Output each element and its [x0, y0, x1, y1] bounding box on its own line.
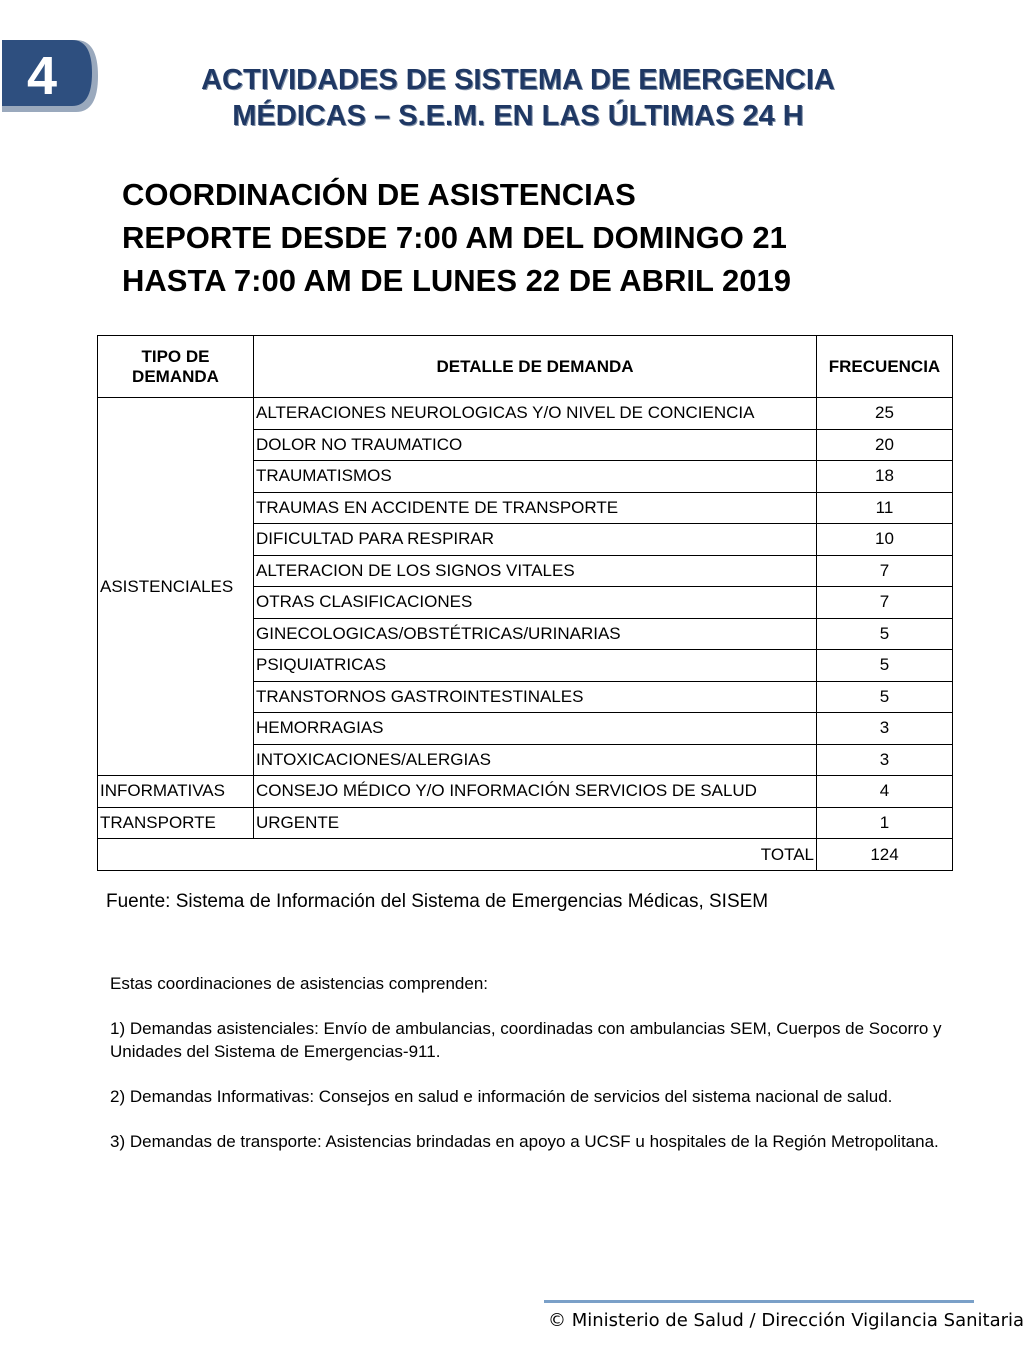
group-transporte: TRANSPORTE — [98, 807, 254, 839]
group-asistenciales: ASISTENCIALES — [98, 398, 254, 776]
detail-cell: TRAUMATISMOS — [254, 461, 817, 493]
freq-cell: 10 — [817, 524, 953, 556]
header-frecuencia: FRECUENCIA — [817, 336, 953, 398]
freq-cell: 3 — [817, 713, 953, 745]
page-title-line1: ACTIVIDADES DE SISTEMA DE EMERGENCIA — [201, 64, 835, 96]
table-header-row — [98, 336, 953, 398]
notes-item-3: 3) Demandas de transporte: Asistencias brindadas en apoyo a UCSF u hospitales de la Región Metropolitana. — [110, 1132, 939, 1151]
detail-cell: INTOXICACIONES/ALERGIAS — [254, 744, 817, 776]
freq-cell: 25 — [817, 398, 953, 430]
notes-block — [110, 972, 960, 1175]
source-note: Fuente: Sistema de Información del Sistema de Emergencias Médicas, SISEM — [106, 891, 769, 912]
detail-cell: DIFICULTAD PARA RESPIRAR — [254, 524, 817, 556]
table-row — [98, 807, 953, 839]
freq-cell: 11 — [817, 492, 953, 524]
freq-cell: 4 — [817, 776, 953, 808]
page-title-line2: MÉDICAS – S.E.M. EN LAS ÚLTIMAS 24 H — [232, 100, 804, 132]
table-row — [98, 776, 953, 808]
detail-cell: OTRAS CLASIFICACIONES — [254, 587, 817, 619]
freq-cell: 7 — [817, 555, 953, 587]
detail-cell: PSIQUIATRICAS — [254, 650, 817, 682]
subtitle-line2: REPORTE DESDE 7:00 AM DEL DOMINGO 21 — [122, 220, 787, 255]
detail-cell: URGENTE — [254, 807, 817, 839]
header-tipo: TIPO DE DEMANDA — [98, 336, 254, 398]
group-informativas: INFORMATIVAS — [98, 776, 254, 808]
detail-cell: ALTERACION DE LOS SIGNOS VITALES — [254, 555, 817, 587]
subtitle-line3: HASTA 7:00 AM DE LUNES 22 DE ABRIL 2019 — [122, 263, 791, 298]
total-row — [98, 839, 953, 871]
notes-intro: Estas coordinaciones de asistencias comprenden: — [110, 974, 488, 993]
header-detalle: DETALLE DE DEMANDA — [254, 336, 817, 398]
detail-cell: HEMORRAGIAS — [254, 713, 817, 745]
footer-divider — [544, 1300, 974, 1303]
detail-cell: DOLOR NO TRAUMATICO — [254, 429, 817, 461]
freq-cell: 5 — [817, 650, 953, 682]
freq-cell: 5 — [817, 618, 953, 650]
freq-cell: 20 — [817, 429, 953, 461]
subtitle-line1: COORDINACIÓN DE ASISTENCIAS — [122, 177, 636, 212]
detail-cell: TRANSTORNOS GASTROINTESTINALES — [254, 681, 817, 713]
demand-table — [97, 335, 953, 871]
freq-cell: 7 — [817, 587, 953, 619]
notes-item-1: 1) Demandas asistenciales: Envío de ambulancias, coordinadas con ambulancias SEM, Cuerpos de Socorro y Unidades del Sistema de Emergencias-911. — [110, 1019, 942, 1061]
notes-item-2: 2) Demandas Informativas: Consejos en salud e información de servicios del sistema nacional de salud. — [110, 1087, 893, 1106]
report-subtitle — [122, 173, 791, 302]
detail-cell: GINECOLOGICAS/OBSTÉTRICAS/URINARIAS — [254, 618, 817, 650]
detail-cell: CONSEJO MÉDICO Y/O INFORMACIÓN SERVICIOS DE SALUD — [254, 776, 817, 808]
total-value: 124 — [817, 839, 953, 871]
footer-credit: © Ministerio de Salud / Dirección Vigilancia Sanitaria — [548, 1310, 1024, 1331]
freq-cell: 18 — [817, 461, 953, 493]
freq-cell: 3 — [817, 744, 953, 776]
table-row — [98, 398, 953, 430]
page-title — [100, 62, 936, 134]
detail-cell: ALTERACIONES NEUROLOGICAS Y/O NIVEL DE CONCIENCIA — [254, 398, 817, 430]
section-number: 4 — [26, 46, 58, 106]
total-label: TOTAL — [98, 839, 817, 871]
freq-cell: 5 — [817, 681, 953, 713]
freq-cell: 1 — [817, 807, 953, 839]
detail-cell: TRAUMAS EN ACCIDENTE DE TRANSPORTE — [254, 492, 817, 524]
